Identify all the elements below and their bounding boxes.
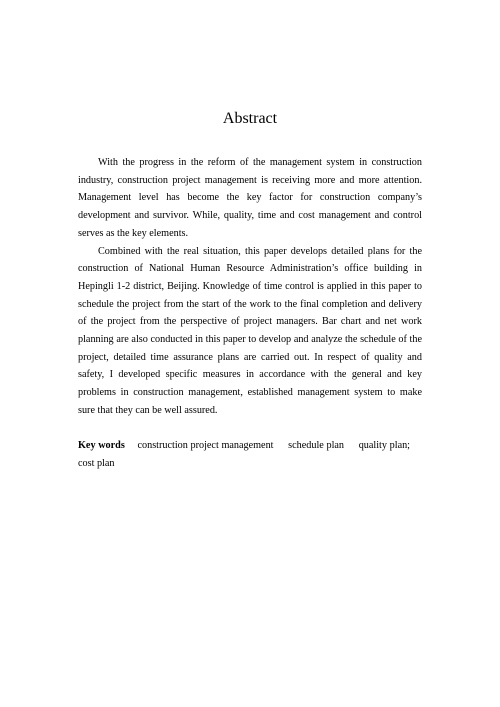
keyword-item: construction project management: [137, 440, 274, 451]
keyword-item: cost plan: [78, 457, 115, 469]
keywords-line: [78, 437, 422, 472]
keyword-item: schedule plan: [288, 440, 345, 451]
keyword-item: quality plan;: [358, 440, 411, 451]
abstract-paragraph-1: With the progress in the reform of the management system in construction industry, construction project management is receiving more and more attention. Management level has become the key factor for construction company’s development and survivor. While, quality, time and cost management and control serves as the key elements.: [78, 157, 422, 239]
keywords-label: Key words: [78, 440, 125, 451]
abstract-paragraph-2: Combined with the real situation, this paper develops detailed plans for the construction of National Human Resource Administration’s office building in Hepingli 1-2 district, Beijing. Knowledge of time control is applied in this paper to schedule the project from the start of the work to the final completion and delivery of the project from the perspective of project managers. Bar chart and net work planning are also conducted in this paper to develop and analyze the schedule of the project, detailed time assurance plans are carried out. In respect of quality and safety, I developed specific measures in accordance with the general and key problems in construction management, established management system to make sure that they can be well assured.: [78, 245, 422, 416]
abstract-title: Abstract: [222, 110, 278, 127]
abstract-body: [78, 154, 422, 420]
